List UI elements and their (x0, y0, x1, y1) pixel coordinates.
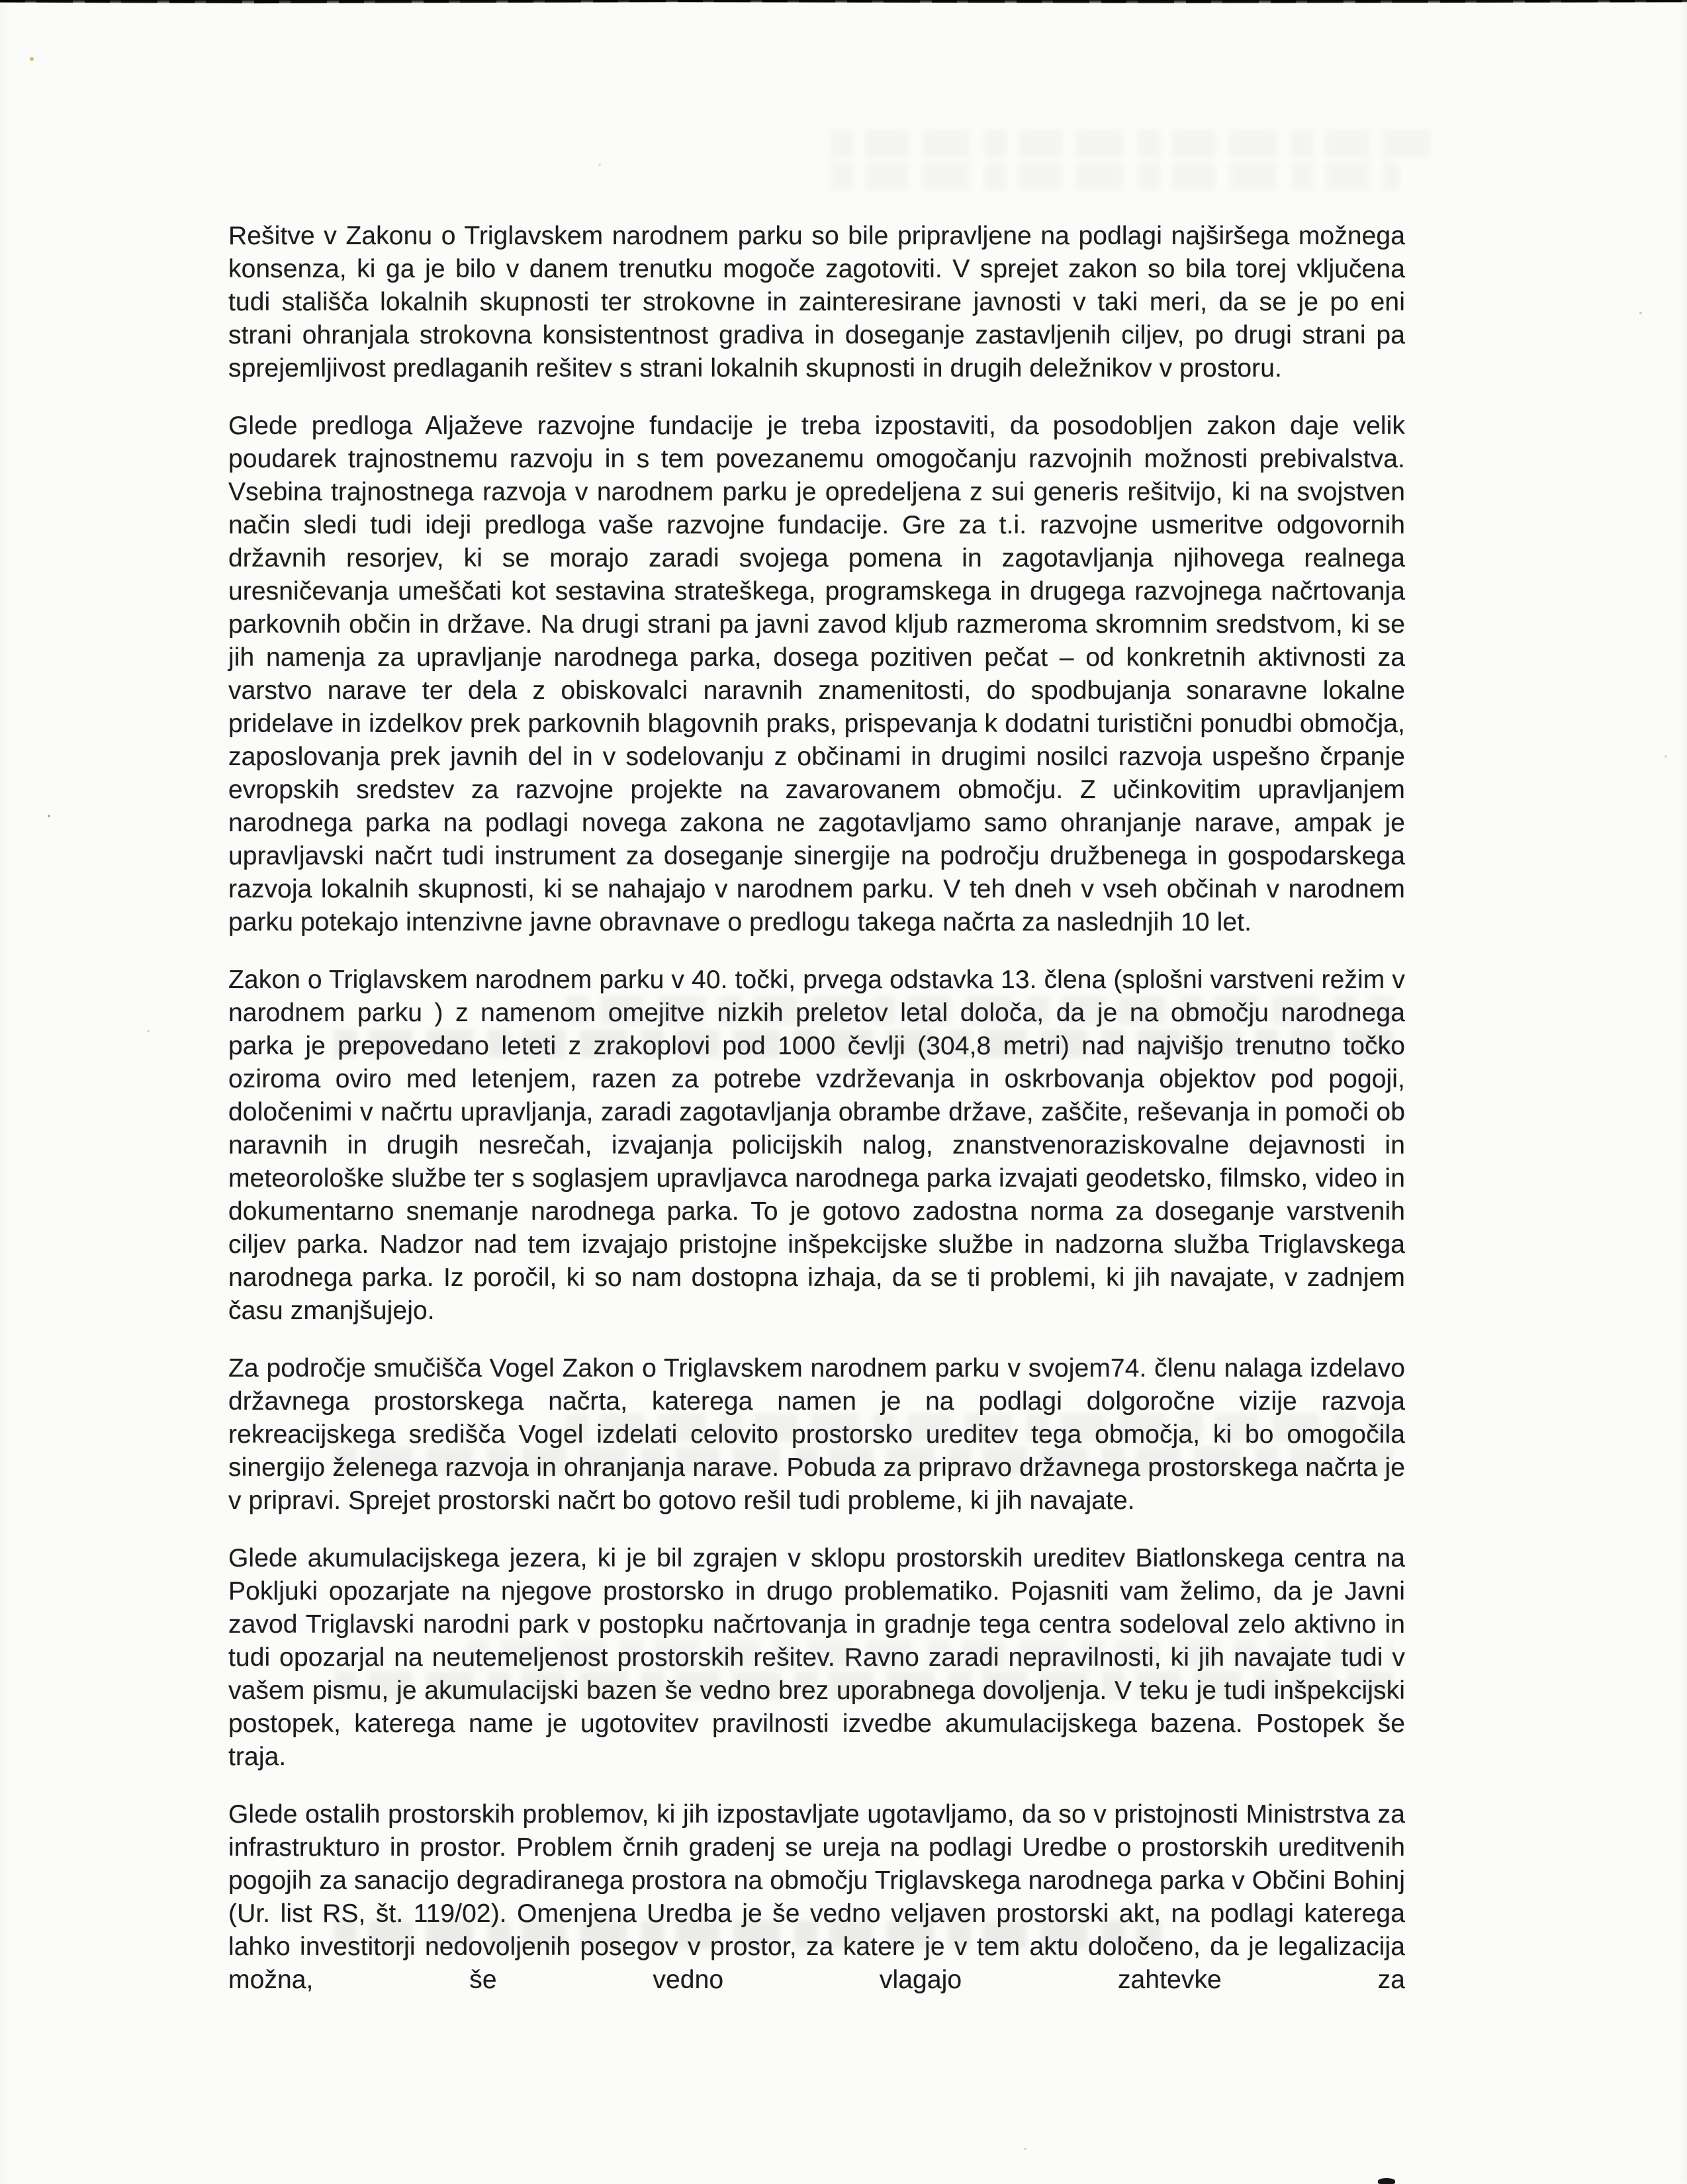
scan-top-edge-artifact (0, 0, 1687, 4)
scan-bleed-artifact (831, 130, 1439, 158)
paragraph-1: Rešitve v Zakonu o Triglavskem narodnem parku so bile pripravljene na podlagi najširšega možnega konsenza, ki ga je bilo v danem trenutku mogoče zagotoviti. V sprejet zakon so bila torej vključena tudi stališča lokalnih skupnosti ter strokovne in zainteresirane javnosti v taki meri, da se je po eni strani ohranjala strokovna konsistentnost gradiva in doseganje zastavljenih ciljev, po drugi strani pa sprejemljivost predlaganih rešitev s strani lokalnih skupnosti in drugih deležnikov v prostoru. (228, 222, 1405, 383)
scan-dust-specks (0, 0, 1, 1)
paragraph-6: Glede ostalih prostorskih problemov, ki jih izpostavljate ugotavljamo, da so v pristojnosti Ministrstva za infrastrukturo in prostor. Problem črnih gradenj se ureja na podlagi Uredbe o prostorskih ureditvenih pogojih za sanacijo degradiranega prostora na območju Triglavskega narodnega parka v Občini Bohinj (Ur. list RS, št. 119/02). Omenjena Uredba je še vedno veljaven prostorski akt, na podlagi katerega lahko investitorji nedovoljenih posegov v prostor, za katere je v tem aktu določeno, da je legalizacija možna, še vedno vlagajo zahtevke za (228, 1800, 1405, 1994)
paragraph-4: Za področje smučišča Vogel Zakon o Triglavskem narodnem parku v svojem74. členu nalaga izdelavo državnega prostorskega načrta, katerega namen je na podlagi dolgoročne vizije razvoja rekreacijskega središča Vogel izdelati celovito prostorsko ureditev tega območja, ki bo omogočila sinergijo želenega razvoja in ohranjanja narave. Pobuda za pripravo državnega prostorskega načrta je v pripravi. Sprejet prostorski načrt bo gotovo rešil tudi probleme, ki jih navajate. (228, 1354, 1405, 1515)
paragraph-5: Glede akumulacijskega jezera, ki je bil zgrajen v sklopu prostorskih ureditev Biatlonskega centra na Pokljuki opozarjate na njegove prostorsko in drugo problematiko. Pojasniti vam želimo, da je Javni zavod Triglavski narodni park v postopku načrtovanja in gradnje tega centra sodeloval zelo aktivno in tudi opozarjal na neutemeljenost prostorskih rešitev. Ravno zaradi nepravilnosti, ki jih navajate tudi v vašem pismu, je akumulacijski bazen še vedno brez uporabnega dovoljenja. V teku je tudi inšpekcijski postopek, katerega name je ugotovitev pravilnosti izvedbe akumulacijskega bazena. Postopek še traja. (228, 1544, 1405, 1771)
paragraph-2: Glede predloga Aljaževe razvojne fundacije je treba izpostaviti, da posodobljen zakon daje velik poudarek trajnostnemu razvoju in s tem povezanemu omogočanju razvojnih možnosti prebivalstva. Vsebina trajnostnega razvoja v narodnem parku je opredeljena z sui generis rešitvijo, ki na svojstven način sledi tudi ideji predloga vaše razvojne fundacije. Gre za t.i. razvojne usmeritve odgovornih državnih resorjev, ki se morajo zaradi svojega pomena in zagotavljanja njihovega realnega uresničevanja umeščati kot sestavina strateškega, programskega in drugega razvojnega načrtovanja parkovnih občin in države. Na drugi strani pa javni zavod kljub razmeroma skromnim sredstvom, ki se jih namenja za upravljanje narodnega parka, dosega pozitiven pečat – od konkretnih aktivnosti za varstvo narave ter dela z obiskovalci naravnih znamenitosti, do spodbujanja sonaravne lokalne pridelave in izdelkov prek parkovnih blagovnih praks, prispevanja k dodatni turistični ponudbi območja, zaposlovanja prek javnih del in v sodelovanju z občinami in drugimi nosilci razvoja uspešno črpanje evropskih sredstev za razvojne projekte na zavarovanem območju. Z učinkovitim upravljanjem narodnega parka na podlagi novega zakona ne zagotavljamo samo ohranjanje narave, ampak je upravljavski načrt tudi instrument za doseganje sinergije na področju družbenega in gospodarskega razvoja lokalnih skupnosti, ki se nahajajo v narodnem parku. V teh dneh v vseh občinah v narodnem parku potekajo intenzivne javne obravnave o predlogu takega načrta za naslednjih 10 let. (228, 412, 1405, 936)
paragraph-3: Zakon o Triglavskem narodnem parku v 40. točki, prvega odstavka 13. člena (splošni varstveni režim v narodnem parku ) z namenom omejitve nizkih preletov letal določa, da je na območju narodnega parka je prepovedano leteti z zrakoplovi pod 1000 čevlji (304,8 metri) nad najvišjo trenutno točko oziroma oviro med letenjem, razen za potrebe vzdrževanja in oskrbovanja objektov pod pogoji, določenimi v načrtu upravljanja, zaradi zagotavljanja obrambe države, zaščite, reševanja in pomoči ob naravnih in drugih nesrečah, izvajanja policijskih nalog, znanstvenoraziskovalne dejavnosti in meteorološke službe ter s soglasjem upravljavca narodnega parka izvajati geodetsko, filmsko, video in dokumentarno snemanje narodnega parka. To je gotovo zadostna norma za doseganje varstvenih ciljev parka. Nadzor nad tem izvajajo pristojne inšpekcijske službe in nadzorna služba Triglavskega narodnega parka. Iz poročil, ki so nam dostopna izhaja, da se ti problemi, ki jih navajate, v zadnjem času zmanjšujejo. (228, 966, 1405, 1325)
letter-body (228, 220, 1405, 1997)
scan-bleed-artifact (831, 163, 1400, 191)
